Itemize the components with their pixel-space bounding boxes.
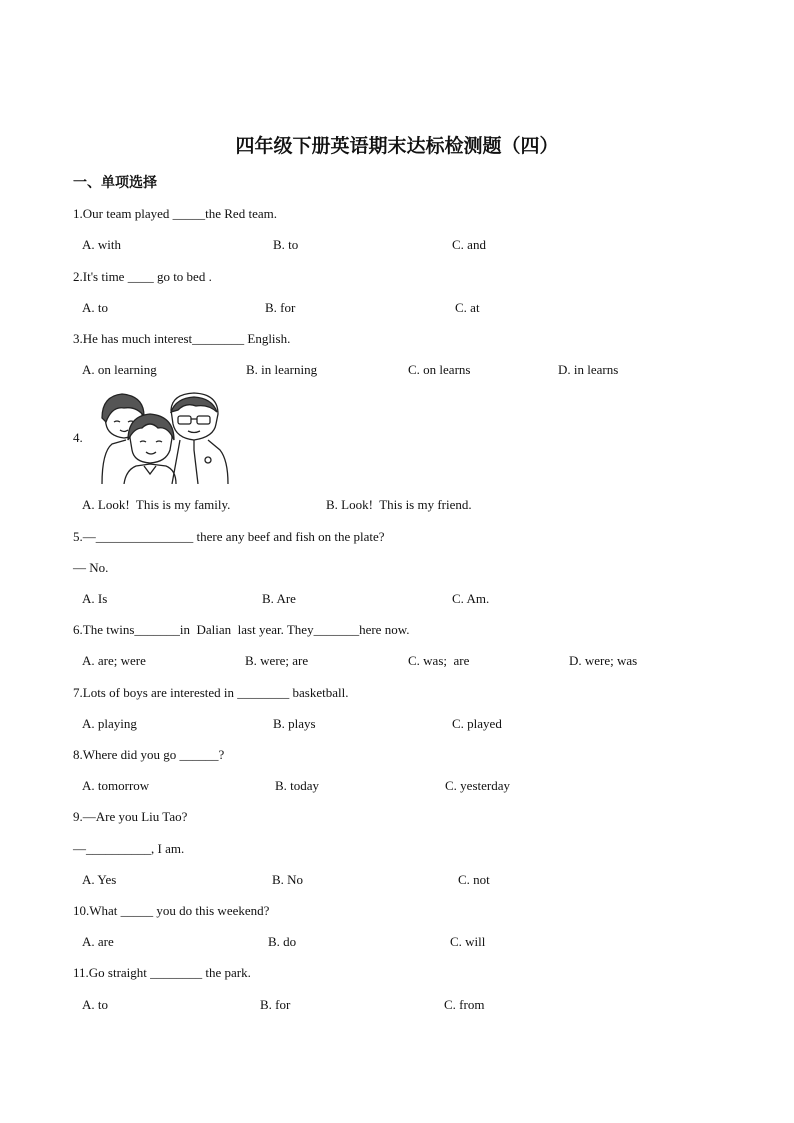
question-7: 7.Lots of boys are interested in ________ basketball. bbox=[73, 685, 349, 700]
question-1: 1.Our team played _____the Red team. bbox=[73, 206, 277, 221]
q8-option-a: A. tomorrow bbox=[82, 778, 150, 793]
q1-option-a: A. with bbox=[82, 237, 121, 252]
q5-option-c: C. Am. bbox=[452, 591, 490, 606]
q1-option-b: B. to bbox=[273, 237, 299, 252]
q8-option-b: B. today bbox=[275, 778, 320, 793]
q7-option-b: B. plays bbox=[273, 716, 316, 731]
q2-option-a: A. to bbox=[82, 300, 108, 315]
q3-option-a: A. on learning bbox=[82, 362, 157, 377]
q8-option-c: C. yesterday bbox=[445, 778, 510, 793]
q3-option-c: C. on learns bbox=[408, 362, 471, 377]
question-2: 2.It's time ____ go to bed . bbox=[73, 269, 212, 284]
q3-option-d: D. in learns bbox=[558, 362, 619, 377]
q2-option-c: C. at bbox=[455, 300, 480, 315]
question-5: 5.—_______________ there any beef and fish on the plate? bbox=[73, 529, 385, 544]
question-11: 11.Go straight ________ the park. bbox=[73, 965, 251, 980]
q4-option-a: A. Look! This is my family. bbox=[82, 497, 231, 512]
q6-option-d: D. were; was bbox=[569, 653, 638, 668]
page-title: 四年级下册英语期末达标检测题（四） bbox=[235, 135, 559, 157]
q5-option-b: B. Are bbox=[262, 591, 296, 606]
family-illustration bbox=[96, 390, 232, 484]
q9-option-c: C. not bbox=[458, 872, 490, 887]
q7-option-c: C. played bbox=[452, 716, 502, 731]
q11-option-a: A. to bbox=[82, 997, 108, 1012]
q6-option-b: B. were; are bbox=[245, 653, 309, 668]
question-8: 8.Where did you go ______? bbox=[73, 747, 225, 762]
q5-option-a: A. Is bbox=[82, 591, 108, 606]
q6-option-c: C. was; are bbox=[408, 653, 470, 668]
q1-option-c: C. and bbox=[452, 237, 486, 252]
q9-option-b: B. No bbox=[272, 872, 304, 887]
q10-option-c: C. will bbox=[450, 934, 486, 949]
question-5-reply: — No. bbox=[73, 560, 109, 575]
question-3: 3.He has much interest________ English. bbox=[73, 331, 291, 346]
question-9-reply: —__________, I am. bbox=[73, 841, 185, 856]
q2-option-b: B. for bbox=[265, 300, 296, 315]
q9-option-a: A. Yes bbox=[82, 872, 117, 887]
q4-option-b: B. Look! This is my friend. bbox=[326, 497, 472, 512]
question-4: 4. bbox=[73, 430, 83, 445]
q3-option-b: B. in learning bbox=[246, 362, 318, 377]
q6-option-a: A. are; were bbox=[82, 653, 146, 668]
question-9: 9.—Are you Liu Tao? bbox=[73, 809, 188, 824]
section-title: 一、单项选择 bbox=[73, 175, 157, 191]
q10-option-a: A. are bbox=[82, 934, 114, 949]
q7-option-a: A. playing bbox=[82, 716, 137, 731]
q10-option-b: B. do bbox=[268, 934, 297, 949]
q11-option-c: C. from bbox=[444, 997, 485, 1012]
q11-option-b: B. for bbox=[260, 997, 291, 1012]
question-10: 10.What _____ you do this weekend? bbox=[73, 903, 270, 918]
question-6: 6.The twins_______in Dalian last year. They_______here now. bbox=[73, 622, 410, 637]
